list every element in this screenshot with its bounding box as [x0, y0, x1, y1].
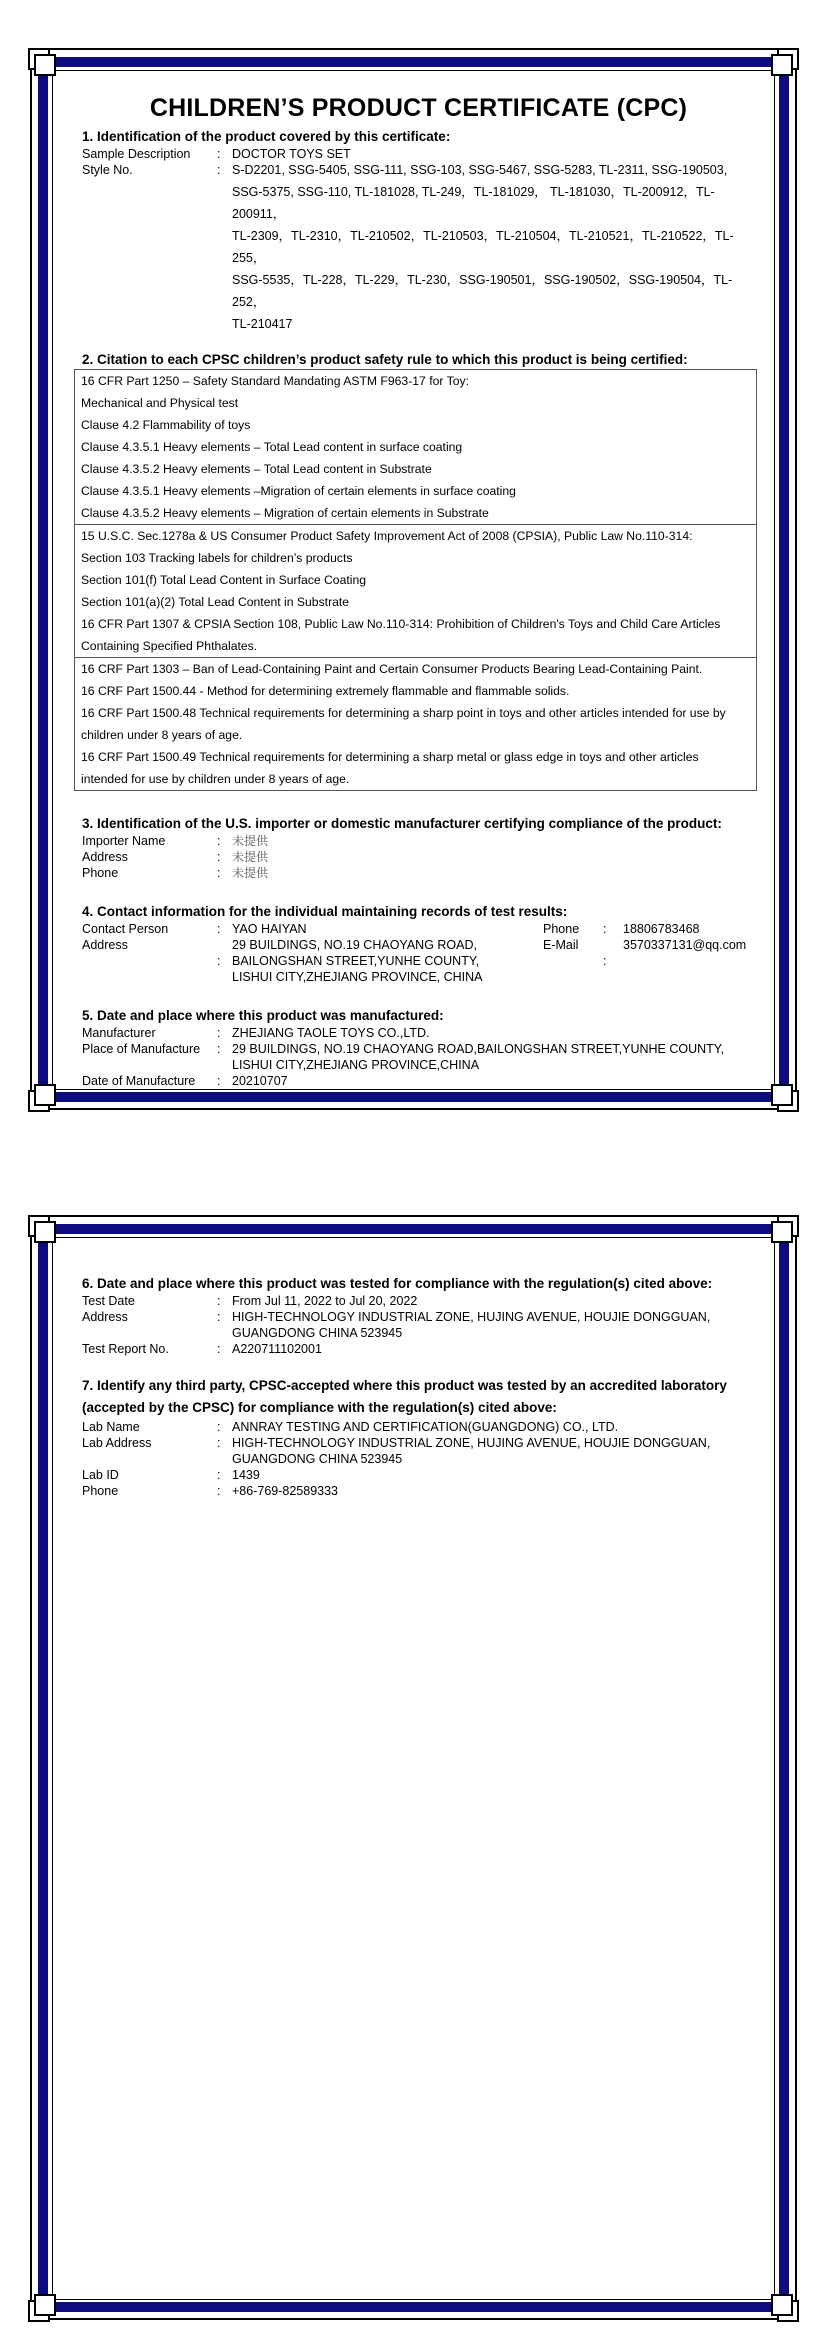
rule-line: 16 CFR Part 1250 – Safety Standard Mandating ASTM F963-17 for Toy: — [81, 374, 469, 388]
contact-email-separator-row — [543, 953, 755, 969]
rule-line: 16 CRF Part 1303 – Ban of Lead-Containing Paint and Certain Consumer Products Bearing Lead-Containing Paint. — [81, 662, 703, 676]
frame-band-top — [36, 1224, 791, 1234]
contact-info — [82, 921, 755, 985]
style-line: TL-2309，TL-2310，TL-210502，TL-210503，TL-210504，TL-210521，TL-210522，TL-255， — [232, 229, 734, 265]
lab-phone-label: Phone — [82, 1484, 119, 1498]
separator: : — [217, 1468, 221, 1482]
section-2 — [82, 351, 755, 791]
certificate-title: CHILDREN’S PRODUCT CERTIFICATE (CPC) — [149, 94, 688, 122]
lab-address-line: HIGH-TECHNOLOGY INDUSTRIAL ZONE, HUJING AVENUE, HOUJIE DONGGUAN, — [232, 1436, 711, 1450]
frame-corner-top-right — [769, 48, 799, 78]
separator: : — [217, 1026, 221, 1040]
certificate-page-2 — [0, 1215, 827, 2340]
page-2-content — [82, 1275, 755, 1499]
manufacturer-label: Manufacturer — [82, 1026, 156, 1040]
contact-email-value: 3570337131@qq.com — [623, 938, 747, 952]
section-5-heading: 5. Date and place where this product was manufactured: — [82, 1008, 444, 1023]
lab-address-line: GUANGDONG CHINA 523945 — [232, 1452, 403, 1466]
section-3 — [82, 815, 755, 881]
separator: : — [217, 1436, 221, 1450]
frame-band-bottom — [36, 2302, 791, 2312]
lab-name-row — [82, 1419, 755, 1435]
contact-left-column — [82, 921, 543, 985]
contact-person-value: YAO HAIYAN — [232, 922, 307, 936]
frame-corner-bottom-right — [769, 1082, 799, 1112]
contact-phone-row — [543, 921, 755, 937]
separator: : — [217, 1484, 221, 1498]
lab-address-label: Lab Address — [82, 1436, 152, 1450]
rule-line: Clause 4.3.5.2 Heavy elements – Total Lead content in Substrate — [81, 462, 432, 476]
rule-line: Containing Specified Phthalates. — [81, 639, 258, 653]
lab-id-value: 1439 — [232, 1468, 260, 1482]
section-6-heading: 6. Date and place where this product was tested for compliance with the regulation(s) cited above: — [82, 1276, 713, 1291]
importer-address-row — [82, 849, 755, 865]
importer-name-label: Importer Name — [82, 834, 166, 848]
place-line: LISHUI CITY,ZHEJIANG PROVINCE,CHINA — [232, 1058, 480, 1072]
style-no-label: Style No. — [82, 163, 133, 177]
rule-line: 15 U.S.C. Sec.1278a & US Consumer Product Safety Improvement Act of 2008 (CPSIA), Public Law No.110-314: — [81, 529, 693, 543]
frame-corner-bottom-right — [769, 2292, 799, 2322]
contact-email-label: E-Mail — [543, 938, 579, 952]
importer-phone-value: 未提供 — [232, 866, 269, 880]
contact-right-column — [543, 921, 755, 985]
test-date-value: From Jul 11, 2022 to Jul 20, 2022 — [232, 1294, 418, 1308]
label-blank — [543, 953, 603, 969]
rule-line: Section 103 Tracking labels for children’s products — [81, 551, 353, 565]
rule-line: Clause 4.3.5.1 Heavy elements – Total Lead content in surface coating — [81, 440, 463, 454]
importer-phone-row — [82, 865, 755, 881]
place-line: 29 BUILDINGS, NO.19 CHAOYANG ROAD,BAILONGSHAN STREET,YUNHE COUNTY, — [232, 1042, 725, 1056]
contact-person-label: Contact Person — [82, 922, 169, 936]
rules-table — [74, 369, 757, 791]
section-7 — [82, 1375, 755, 1499]
frame-corner-top-left — [28, 1215, 58, 1245]
style-no-value — [232, 159, 755, 335]
page-1-content — [81, 94, 755, 1089]
separator: : — [217, 1342, 221, 1356]
separator: : — [217, 1074, 221, 1088]
frame-corner-top-left — [28, 48, 58, 78]
separator: : — [217, 1310, 221, 1324]
separator: : — [217, 850, 221, 864]
date-of-manufacture-value: 20210707 — [232, 1074, 288, 1088]
style-line: TL-210417 — [232, 317, 293, 331]
test-address-line: GUANGDONG CHINA 523945 — [232, 1326, 403, 1340]
separator-blank — [217, 937, 232, 953]
date-of-manufacture-label: Date of Manufacture — [82, 1074, 196, 1088]
rule-line: 16 CFR Part 1307 & CPSIA Section 108, Public Law No.110-314: Prohibition of Children's Toys and Child Care Articles — [81, 617, 721, 631]
style-line: SSG-5375, SSG-110, TL-181028, TL-249，TL-181029， TL-181030，TL-200912，TL-200911， — [232, 185, 715, 221]
frame-corner-top-right — [769, 1215, 799, 1245]
place-of-manufacture-row — [82, 1041, 755, 1073]
separator: : — [603, 922, 607, 936]
rule-line: Clause 4.3.5.1 Heavy elements –Migration of certain elements in surface coating — [81, 484, 516, 498]
label-blank — [82, 969, 217, 985]
frame-corner-bottom-left — [28, 2292, 58, 2322]
rules-group-cfr-1303-1500 — [75, 657, 756, 790]
label-blank — [82, 953, 217, 969]
test-date-row — [82, 1293, 755, 1309]
place-of-manufacture-value — [232, 1041, 755, 1073]
frame-band-bottom — [36, 1092, 791, 1102]
date-of-manufacture-row — [82, 1073, 755, 1089]
rule-line: intended for use by children under 8 years of age. — [81, 772, 350, 786]
style-no-row — [82, 162, 755, 335]
separator-blank — [217, 969, 232, 985]
separator: : — [217, 834, 221, 848]
rule-line: 16 CRF Part 1500.48 Technical requirements for determining a sharp point in toys and other articles intended for use by — [81, 706, 726, 720]
lab-id-label: Lab ID — [82, 1468, 119, 1482]
test-address-row — [82, 1309, 755, 1341]
frame-band-left — [38, 57, 48, 1102]
test-report-row — [82, 1341, 755, 1357]
lab-name-value: ANNRAY TESTING AND CERTIFICATION(GUANGDONG) CO., LTD. — [232, 1420, 619, 1434]
separator: : — [603, 954, 607, 968]
contact-address-line: 29 BUILDINGS, NO.19 CHAOYANG ROAD, — [232, 938, 477, 952]
rule-line: Section 101(f) Total Lead Content in Surface Coating — [81, 573, 367, 587]
frame-band-left — [38, 1224, 48, 2312]
section-5 — [82, 1007, 755, 1089]
importer-address-label: Address — [82, 850, 128, 864]
separator: : — [217, 1042, 221, 1056]
lab-id-row — [82, 1467, 755, 1483]
separator: : — [217, 147, 221, 161]
separator: : — [217, 1420, 221, 1434]
importer-phone-label: Phone — [82, 866, 119, 880]
style-line: SSG-5535，TL-228，TL-229，TL-230，SSG-190501，SSG-190502，SSG-190504，TL-252， — [232, 273, 733, 309]
rules-group-cpsia — [75, 524, 756, 657]
lab-phone-row — [82, 1483, 755, 1499]
rule-line: Clause 4.2 Flammability of toys — [81, 418, 251, 432]
test-date-label: Test Date — [82, 1294, 135, 1308]
rules-group-cfr-1250 — [75, 370, 756, 524]
contact-address-line: LISHUI CITY,ZHEJIANG PROVINCE, CHINA — [232, 970, 483, 984]
certificate-page-1 — [0, 0, 827, 1130]
manufacturer-row — [82, 1025, 755, 1041]
rule-line: Clause 4.3.5.2 Heavy elements – Migration of certain elements in Substrate — [81, 506, 489, 520]
lab-address-row — [82, 1435, 755, 1467]
test-address-label: Address — [82, 1310, 128, 1324]
place-of-manufacture-label: Place of Manufacture — [82, 1042, 201, 1056]
frame-band-right — [779, 1224, 789, 2312]
rule-line: Section 101(a)(2) Total Lead Content in Substrate — [81, 595, 350, 609]
contact-person-row — [82, 921, 543, 937]
section-1-heading: 1. Identification of the product covered by this certificate: — [82, 129, 451, 144]
section-7-heading — [82, 1375, 755, 1419]
frame-corner-bottom-left — [28, 1082, 58, 1112]
lab-name-label: Lab Name — [82, 1420, 140, 1434]
separator: : — [217, 1294, 221, 1308]
rule-line: 16 CRF Part 1500.49 Technical requirements for determining a sharp metal or glass edge in toys and other articles — [81, 750, 699, 764]
test-address-line: HIGH-TECHNOLOGY INDUSTRIAL ZONE, HUJING AVENUE, HOUJIE DONGGUAN, — [232, 1310, 711, 1324]
section-3-heading: 3. Identification of the U.S. importer or domestic manufacturer certifying compliance of the product: — [82, 816, 722, 831]
test-report-value: A220711102001 — [232, 1342, 322, 1356]
separator-blank — [603, 937, 623, 953]
sample-description-label: Sample Description — [82, 147, 191, 161]
rule-line: children under 8 years of age. — [81, 728, 243, 742]
contact-address-row — [82, 937, 543, 953]
test-report-label: Test Report No. — [82, 1342, 169, 1356]
contact-address-label: Address — [82, 938, 128, 952]
test-address-value — [232, 1309, 755, 1341]
section-1 — [82, 128, 755, 335]
separator: : — [217, 866, 221, 880]
importer-address-value: 未提供 — [232, 850, 269, 864]
style-line: S-D2201, SSG-5405, SSG-111, SSG-103, SSG-5467, SSG-5283, TL-2311, SSG-190503, — [232, 163, 728, 177]
section-6 — [82, 1275, 755, 1357]
contact-address-row — [82, 953, 543, 969]
rule-line: 16 CRF Part 1500.44 - Method for determining extremely flammable and flammable solids. — [81, 684, 570, 698]
importer-name-row — [82, 833, 755, 849]
manufacturer-value: ZHEJIANG TAOLE TOYS CO.,LTD. — [232, 1026, 430, 1040]
contact-phone-label: Phone — [543, 922, 580, 936]
separator: : — [217, 954, 221, 968]
separator: : — [217, 163, 221, 177]
frame-band-top — [36, 57, 791, 67]
section-2-heading: 2. Citation to each CPSC children’s product safety rule to which this product is being certified: — [82, 352, 688, 367]
section-4 — [82, 903, 755, 985]
section-7-heading-line: 7. Identify any third party, CPSC-accepted where this product was tested by an accredited laboratory — [82, 1378, 727, 1393]
lab-phone-value: +86-769-82589333 — [232, 1484, 338, 1498]
lab-address-value — [232, 1435, 755, 1467]
importer-name-value: 未提供 — [232, 834, 269, 848]
sample-description-value: DOCTOR TOYS SET — [232, 147, 351, 161]
frame-band-right — [779, 57, 789, 1102]
section-7-heading-line: (accepted by the CPSC) for compliance with the regulation(s) cited above: — [82, 1400, 557, 1415]
separator: : — [217, 922, 221, 936]
contact-phone-value: 18806783468 — [623, 922, 700, 936]
contact-address-row — [82, 969, 543, 985]
contact-email-row — [543, 937, 755, 953]
section-4-heading: 4. Contact information for the individual maintaining records of test results: — [82, 904, 568, 919]
rule-line: Mechanical and Physical test — [81, 396, 239, 410]
contact-address-line: BAILONGSHAN STREET,YUNHE COUNTY, — [232, 954, 480, 968]
